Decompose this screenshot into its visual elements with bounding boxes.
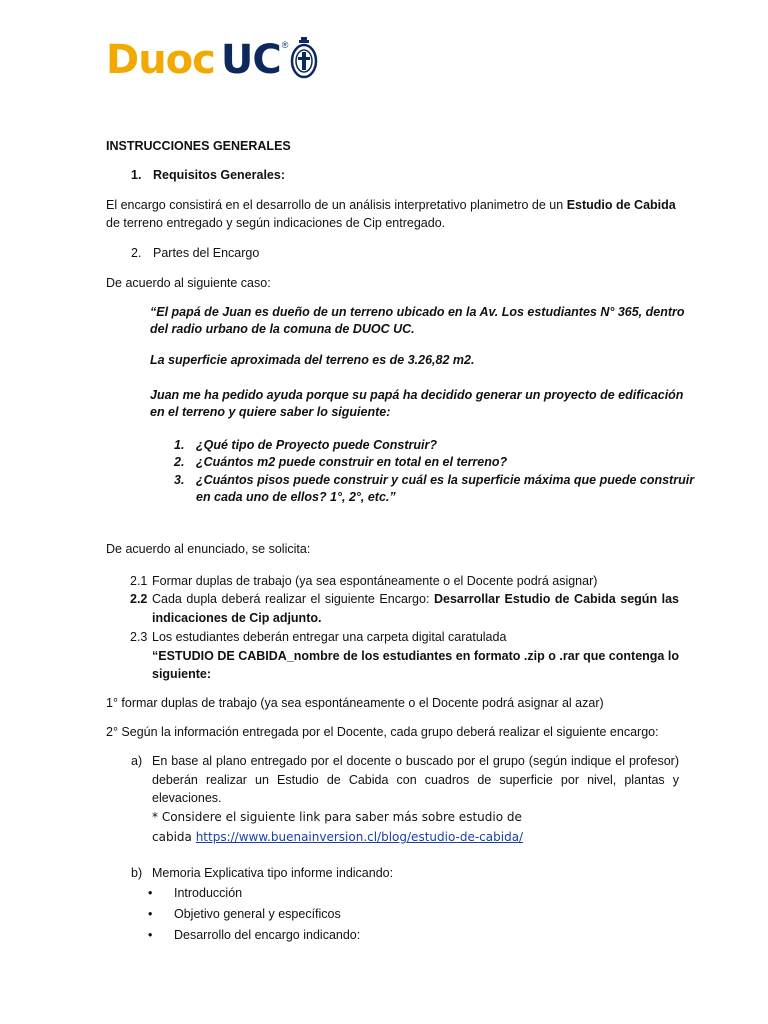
item-2-2-number: 2.2 bbox=[130, 592, 148, 606]
s1-paragraph-line1 bbox=[106, 196, 676, 214]
s2-intro: De acuerdo al siguiente caso: bbox=[106, 276, 271, 290]
bullet-2: • bbox=[148, 907, 153, 921]
case-line1: “El papá de Juan es dueño de un terreno ubicado en la Av. Los estudiantes N° 365, dentro bbox=[150, 305, 685, 319]
item-2-3-line3: siguiente: bbox=[152, 667, 212, 681]
question-3-line1: ¿Cuántos pisos puede construir y cuál es la superficie máxima que puede construir bbox=[196, 473, 695, 487]
case-line2: del radio urbano de la comuna de DUOC UC. bbox=[150, 322, 415, 336]
s1-paragraph-line2: de terreno entregado y según indicaciones de Cip entregado. bbox=[106, 216, 446, 230]
question-1: ¿Qué tipo de Proyecto puede Construir? bbox=[196, 438, 437, 452]
s2-number: 2. bbox=[131, 246, 142, 260]
item-2-1: Formar duplas de trabajo (ya sea espontáneamente o el Docente podrá asignar) bbox=[152, 574, 598, 588]
item-2-3-number: 2.3 bbox=[130, 630, 148, 644]
task-b-item-2: Objetivo general y específicos bbox=[174, 907, 341, 921]
buenainversion-link[interactable]: https://www.buenainversion.cl/blog/estudio-de-cabida/ bbox=[195, 830, 524, 844]
question-3-line2: en cada uno de ellos? 1°, 2°, etc.” bbox=[196, 490, 396, 504]
question-2: ¿Cuántos m2 puede construir en total en el terreno? bbox=[196, 455, 508, 469]
item-2-2-text: Cada dupla deberá realizar el siguiente Encargo: bbox=[152, 592, 434, 606]
logo-duoc-text: Duoc bbox=[106, 37, 215, 83]
logo-uc-text: UC bbox=[220, 37, 281, 83]
task-a-line1: En base al plano entregado por el docente o buscado por el grupo (según indique el profesor) bbox=[152, 754, 679, 768]
s1-title: Requisitos Generales: bbox=[153, 168, 285, 182]
task-b-item-3: Desarrollo del encargo indicando: bbox=[174, 928, 361, 942]
logo-registered-mark: ® bbox=[281, 40, 289, 50]
item-2-3-line2: “ESTUDIO DE CABIDA_nombre de los estudiantes en formato .zip o .rar que contenga lo bbox=[152, 649, 679, 663]
s1-text: El encargo consistirá en el desarrollo de un análisis interpretativo planimetro de un bbox=[106, 198, 567, 212]
s1-number: 1. bbox=[131, 168, 142, 182]
item-2-1-number: 2.1 bbox=[130, 574, 148, 588]
uc-seal-icon bbox=[290, 37, 318, 81]
question-2-number: 2. bbox=[174, 455, 185, 469]
case-line3: La superficie aproximada del terreno es de 3.26,82 m2. bbox=[150, 353, 475, 367]
bullet-1: • bbox=[148, 886, 153, 900]
case-line4: Juan me ha pedido ayuda porque su papá ha decidido generar un proyecto de edificación bbox=[150, 388, 684, 402]
duoc-uc-logo bbox=[106, 34, 318, 86]
task-a-label: a) bbox=[131, 754, 143, 768]
task-a-note: * Considere el siguiente link para saber más sobre estudio de bbox=[152, 810, 522, 824]
task-a-line2: deberán realizar un Estudio de Cabida con cuadros de superficie por nivel, plantas y bbox=[152, 773, 679, 787]
step-2: 2° Según la información entregada por el Docente, cada grupo deberá realizar el siguiente encargo: bbox=[106, 725, 659, 739]
task-a-line3: elevaciones. bbox=[152, 791, 222, 805]
item-2-3-line1: Los estudiantes deberán entregar una carpeta digital caratulada bbox=[152, 630, 507, 644]
task-b-item-1: Introducción bbox=[174, 886, 243, 900]
section-title: INSTRUCCIONES GENERALES bbox=[106, 139, 291, 153]
bullet-3: • bbox=[148, 928, 153, 942]
item-2-2-line1 bbox=[152, 590, 679, 608]
question-3-number: 3. bbox=[174, 473, 185, 487]
case-line5: en el terreno y quiere saber lo siguiente: bbox=[150, 405, 391, 419]
task-a-link-line bbox=[152, 828, 523, 846]
question-1-number: 1. bbox=[174, 438, 185, 452]
task-a-link-prefix: cabida bbox=[152, 830, 196, 844]
s2-title: Partes del Encargo bbox=[153, 246, 260, 260]
item-2-2-line2: indicaciones de Cip adjunto. bbox=[152, 611, 322, 625]
s1-text-bold: Estudio de Cabida bbox=[566, 198, 676, 212]
task-b-label: b) bbox=[131, 866, 143, 880]
task-b: Memoria Explicativa tipo informe indicando: bbox=[152, 866, 394, 880]
item-2-2-text-bold: Desarrollar Estudio de Cabida según las bbox=[433, 592, 679, 606]
request-intro: De acuerdo al enunciado, se solicita: bbox=[106, 542, 311, 556]
step-1: 1° formar duplas de trabajo (ya sea espontáneamente o el Docente podrá asignar al azar) bbox=[106, 696, 604, 710]
